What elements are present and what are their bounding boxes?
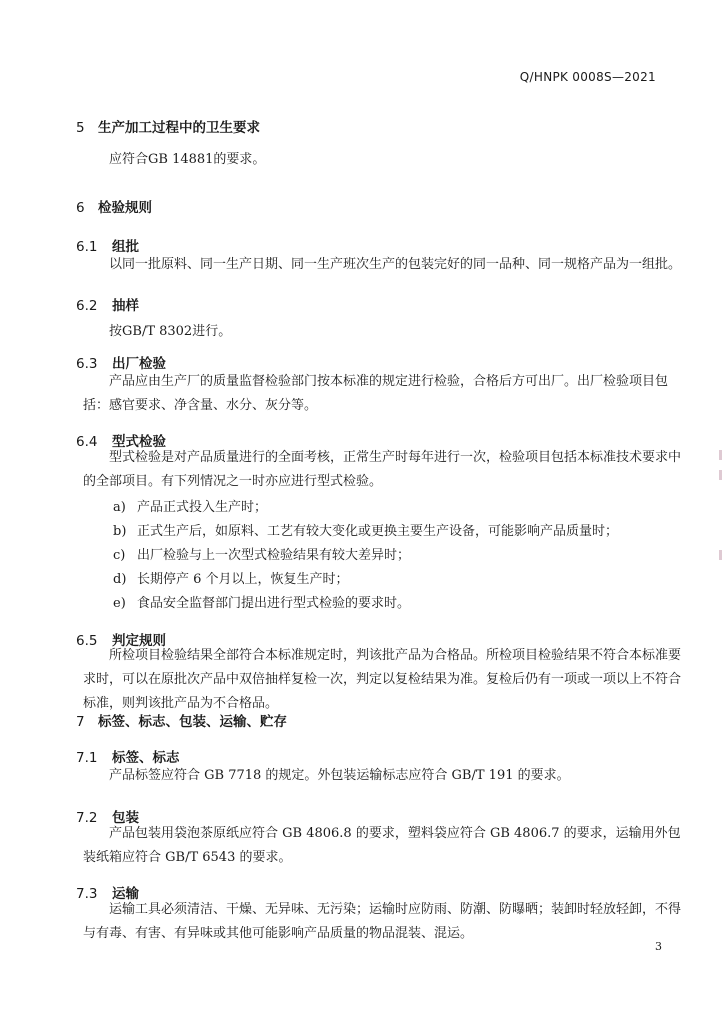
section-6-2-text: 按GB/T 8302进行。 <box>109 324 232 339</box>
list-item <box>113 544 410 563</box>
list-item <box>113 520 618 539</box>
section-5-text: 应符合GB 14881的要求。 <box>109 152 266 167</box>
list-item <box>113 592 410 611</box>
section-6-4-text: 型式检验是对产品质量进行的全面考核，正常生产时每年进行一次，检验项目包括本标准技术要求中的全部项目。有下列情况之一时亦应进行型式检验。 <box>83 450 682 489</box>
list-item-text: 长期停产 6 个月以上，恢复生产时； <box>137 572 349 587</box>
section-number: 6.1 <box>76 239 98 255</box>
scan-edge-mark <box>719 550 722 560</box>
section-number: 6.4 <box>76 434 98 450</box>
section-number: 6.2 <box>76 298 98 314</box>
section-7-3-text: 运输工具必须清洁、干燥、无异味、无污染；运输时应防雨、防潮、防曝晒；装卸时轻放轻卸，不得与有毒、有害、有异味或其他可能影响产品质量的物品混装、混运。 <box>83 902 682 941</box>
section-number: 5 <box>76 120 85 136</box>
section-title: 抽样 <box>112 298 139 314</box>
section-6-2-heading <box>76 294 139 314</box>
section-5-heading <box>76 116 260 136</box>
list-item-label: c) <box>113 548 126 563</box>
section-number: 7.1 <box>76 750 98 766</box>
list-item-text: 出厂检验与上一次型式检验结果有较大差异时； <box>137 548 411 563</box>
list-item <box>113 568 349 587</box>
section-7-1-text: 产品标签应符合 GB 7718 的规定。外包装运输标志应符合 GB/T 191 的要求。 <box>109 768 570 783</box>
section-6-1-heading <box>76 235 139 255</box>
section-6-3-heading <box>76 352 166 372</box>
section-title: 型式检验 <box>112 434 166 450</box>
section-7-2-text: 产品包装用袋泡茶原纸应符合 GB 4806.8 的要求，塑料袋应符合 GB 4806.7 的要求，运输用外包装纸箱应符合 GB/T 6543 的要求。 <box>83 826 681 865</box>
section-6-1-text: 以同一批原料、同一生产日期、同一生产班次生产的包装完好的同一品种、同一规格产品为一组批。 <box>109 257 682 272</box>
section-number: 7 <box>76 714 85 730</box>
section-6-3-text: 产品应由生产厂的质量监督检验部门按本标准的规定进行检验，合格后方可出厂。出厂检验项目包括：感官要求、净含量、水分、灰分等。 <box>83 374 669 413</box>
list-item-text: 产品正式投入生产时； <box>137 500 268 515</box>
section-number: 6 <box>76 200 85 216</box>
section-7-heading <box>76 710 287 730</box>
section-6-5-text: 所检项目检验结果全部符合本标准规定时，判该批产品为合格品。所检项目检验结果不符合本标准要求时，可以在原批次产品中双倍抽样复检一次，判定以复检结果为准。复检后仍有一项或一项以上不符合标准，则判该批产品为不合格品。 <box>83 648 682 711</box>
list-item-text: 正式生产后，如原料、工艺有较大变化或更换主要生产设备，可能影响产品质量时； <box>137 524 619 539</box>
list-item-label: a) <box>113 500 126 515</box>
list-item-text: 食品安全监督部门提出进行型式检验的要求时。 <box>137 596 411 611</box>
list-item-label: d) <box>113 572 127 587</box>
section-title: 判定规则 <box>112 633 166 649</box>
list-item-label: b) <box>113 524 127 539</box>
scan-edge-mark <box>719 470 722 480</box>
list-item <box>113 496 267 515</box>
section-title: 组批 <box>112 239 139 255</box>
section-number: 7.3 <box>76 886 98 902</box>
section-title: 出厂检验 <box>112 356 166 372</box>
section-6-heading <box>76 196 152 216</box>
scan-edge-mark <box>719 450 722 460</box>
document-code: Q/HNPK 0008S—2021 <box>519 70 656 84</box>
section-number: 6.3 <box>76 356 98 372</box>
section-title: 生产加工过程中的卫生要求 <box>98 120 260 136</box>
section-title: 标签、标志 <box>112 750 180 766</box>
list-item-label: e) <box>113 596 126 611</box>
section-title: 标签、标志、包装、运输、贮存 <box>98 714 287 730</box>
section-7-1-heading <box>76 746 180 766</box>
section-number: 6.5 <box>76 633 98 649</box>
page-number: 3 <box>655 940 662 953</box>
section-number: 7.2 <box>76 810 98 826</box>
section-title: 包装 <box>112 810 139 826</box>
section-title: 检验规则 <box>98 200 152 216</box>
section-title: 运输 <box>112 886 139 902</box>
